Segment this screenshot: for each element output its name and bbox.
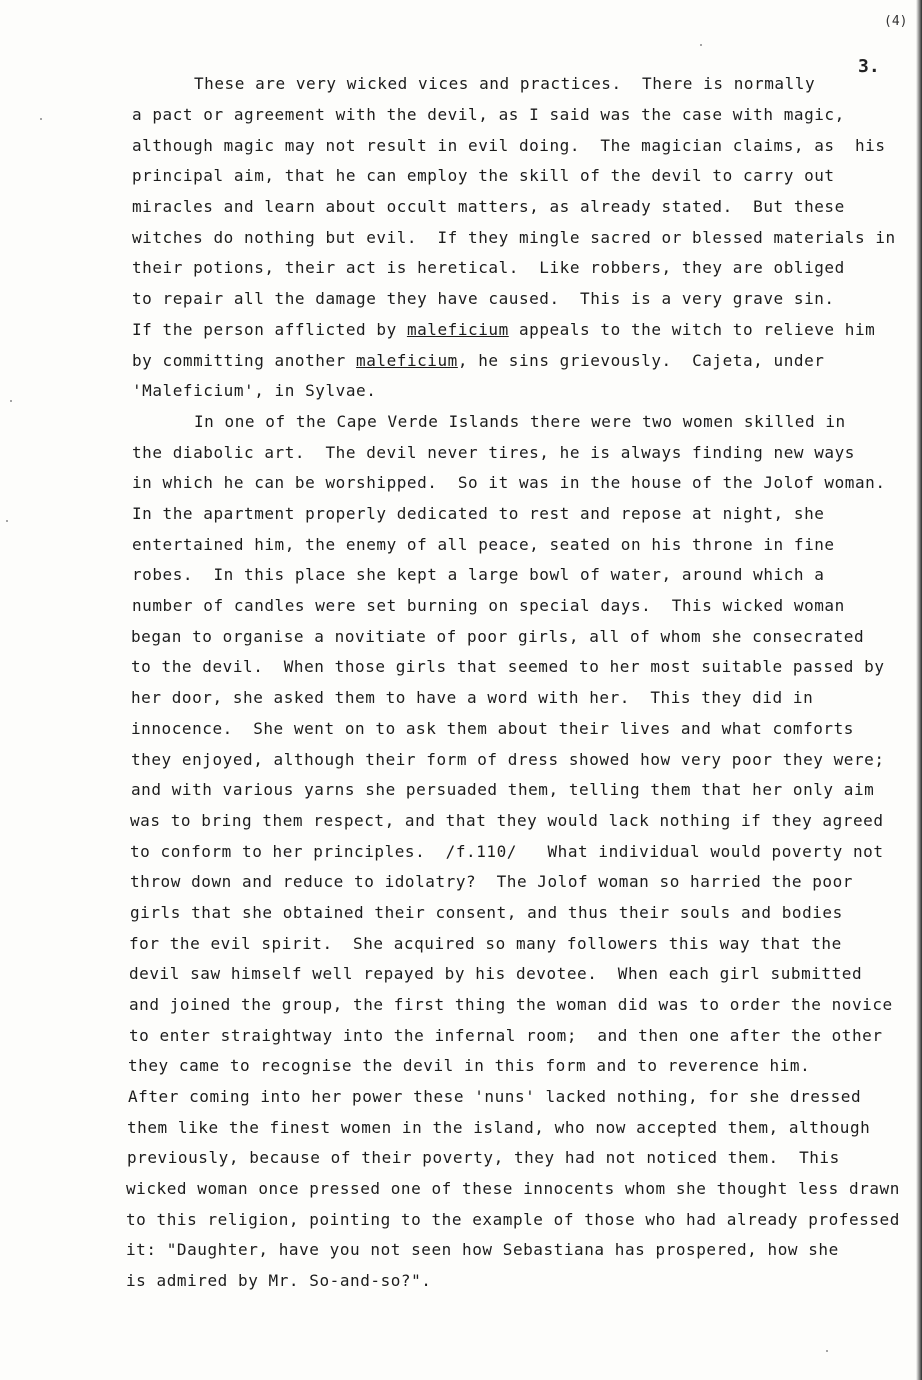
text-line: girls that she obtained their consent, and thus their souls and bodies [130,903,843,922]
paper-speck [700,44,702,46]
text-line: witches do nothing but evil. If they mingle sacred or blessed materials in [132,228,896,247]
text-line: it: "Daughter, have you not seen how Sebastiana has prospered, how she [126,1240,839,1259]
text-segment: If the person afflicted by [132,320,407,339]
text-line: principal aim, that he can employ the skill of the devil to carry out [132,166,835,185]
text-line: to the devil. When those girls that seemed to her most suitable passed by [131,657,885,676]
underlined-term: maleficium [406,320,509,339]
text-line: them like the finest women in the island, who now accepted them, although [127,1118,871,1137]
text-line: their potions, their act is heretical. Like robbers, they are obliged [132,258,845,277]
text-line: number of candles were set burning on special days. This wicked woman [132,596,845,615]
paper-speck [40,118,42,120]
text-line: for the evil spirit. She acquired so many followers this way that the [129,934,842,953]
text-segment: , he sins grievously. Cajeta, under [457,351,825,370]
corner-mark: (4) [884,14,908,29]
text-line: a pact or agreement with the devil, as I said was the case with magic, [132,105,845,124]
text-line: robes. In this place she kept a large bowl of water, around which a [132,565,825,584]
text-line: is admired by Mr. So-and-so?". [126,1271,432,1290]
paper-speck [6,520,8,522]
text-line: to conform to her principles. /f.110/ What individual would poverty not [130,842,884,861]
text-line: and with various yarns she persuaded them, telling them that her only aim [131,780,875,799]
text-line: although magic may not result in evil doing. The magician claims, as his [132,136,886,155]
text-line: miracles and learn about occult matters, as already stated. But these [132,197,845,216]
text-line: devil saw himself well repayed by his devotee. When each girl submitted [129,964,863,983]
text-line: These are very wicked vices and practices. There is normally [194,74,816,93]
text-segment: appeals to the witch to relieve him [508,320,876,339]
text-segment: by committing another [132,351,357,370]
text-line: was to bring them respect, and that they would lack nothing if they agreed [130,811,884,830]
text-line: began to organise a novitiate of poor girls, all of whom she consecrated [131,627,865,646]
text-line: and joined the group, the first thing the woman did was to order the novice [129,995,893,1014]
text-line [132,320,875,340]
text-line: to repair all the damage they have caused. This is a very grave sin. [132,289,835,308]
text-line [132,351,824,371]
text-line: After coming into her power these 'nuns' lacked nothing, for she dressed [128,1087,862,1106]
paper-speck [826,1350,828,1352]
text-line: entertained him, the enemy of all peace, seated on his throne in fine [132,535,835,554]
text-line: in which he can be worshipped. So it was in the house of the Jolof woman. [132,473,886,492]
scan-edge-shadow [916,0,922,1380]
text-line: In one of the Cape Verde Islands there were two women skilled in [194,412,846,431]
page-number: 3. [858,56,880,77]
text-line: previously, because of their poverty, they had not noticed them. This [127,1148,840,1167]
text-line: In the apartment properly dedicated to rest and repose at night, she [132,504,825,523]
underlined-term: maleficium [356,351,458,370]
text-line: her door, she asked them to have a word with her. This they did in [131,688,814,707]
text-line: innocence. She went on to ask them about their lives and what comforts [131,719,854,738]
text-line: throw down and reduce to idolatry? The Jolof woman so harried the poor [130,872,853,891]
text-line: 'Maleficium', in Sylvae. [132,381,377,400]
text-line: to enter straightway into the infernal room; and then one after the other [129,1026,883,1045]
text-line: they enjoyed, although their form of dress showed how very poor they were; [131,750,885,769]
text-line: to this religion, pointing to the example of those who had already professed [126,1210,900,1229]
paper-speck [10,400,12,402]
text-line: they came to recognise the devil in this form and to reverence him. [128,1056,811,1075]
text-line: wicked woman once pressed one of these innocents whom she thought less drawn [126,1179,900,1198]
text-line: the diabolic art. The devil never tires, he is always finding new ways [132,443,855,462]
